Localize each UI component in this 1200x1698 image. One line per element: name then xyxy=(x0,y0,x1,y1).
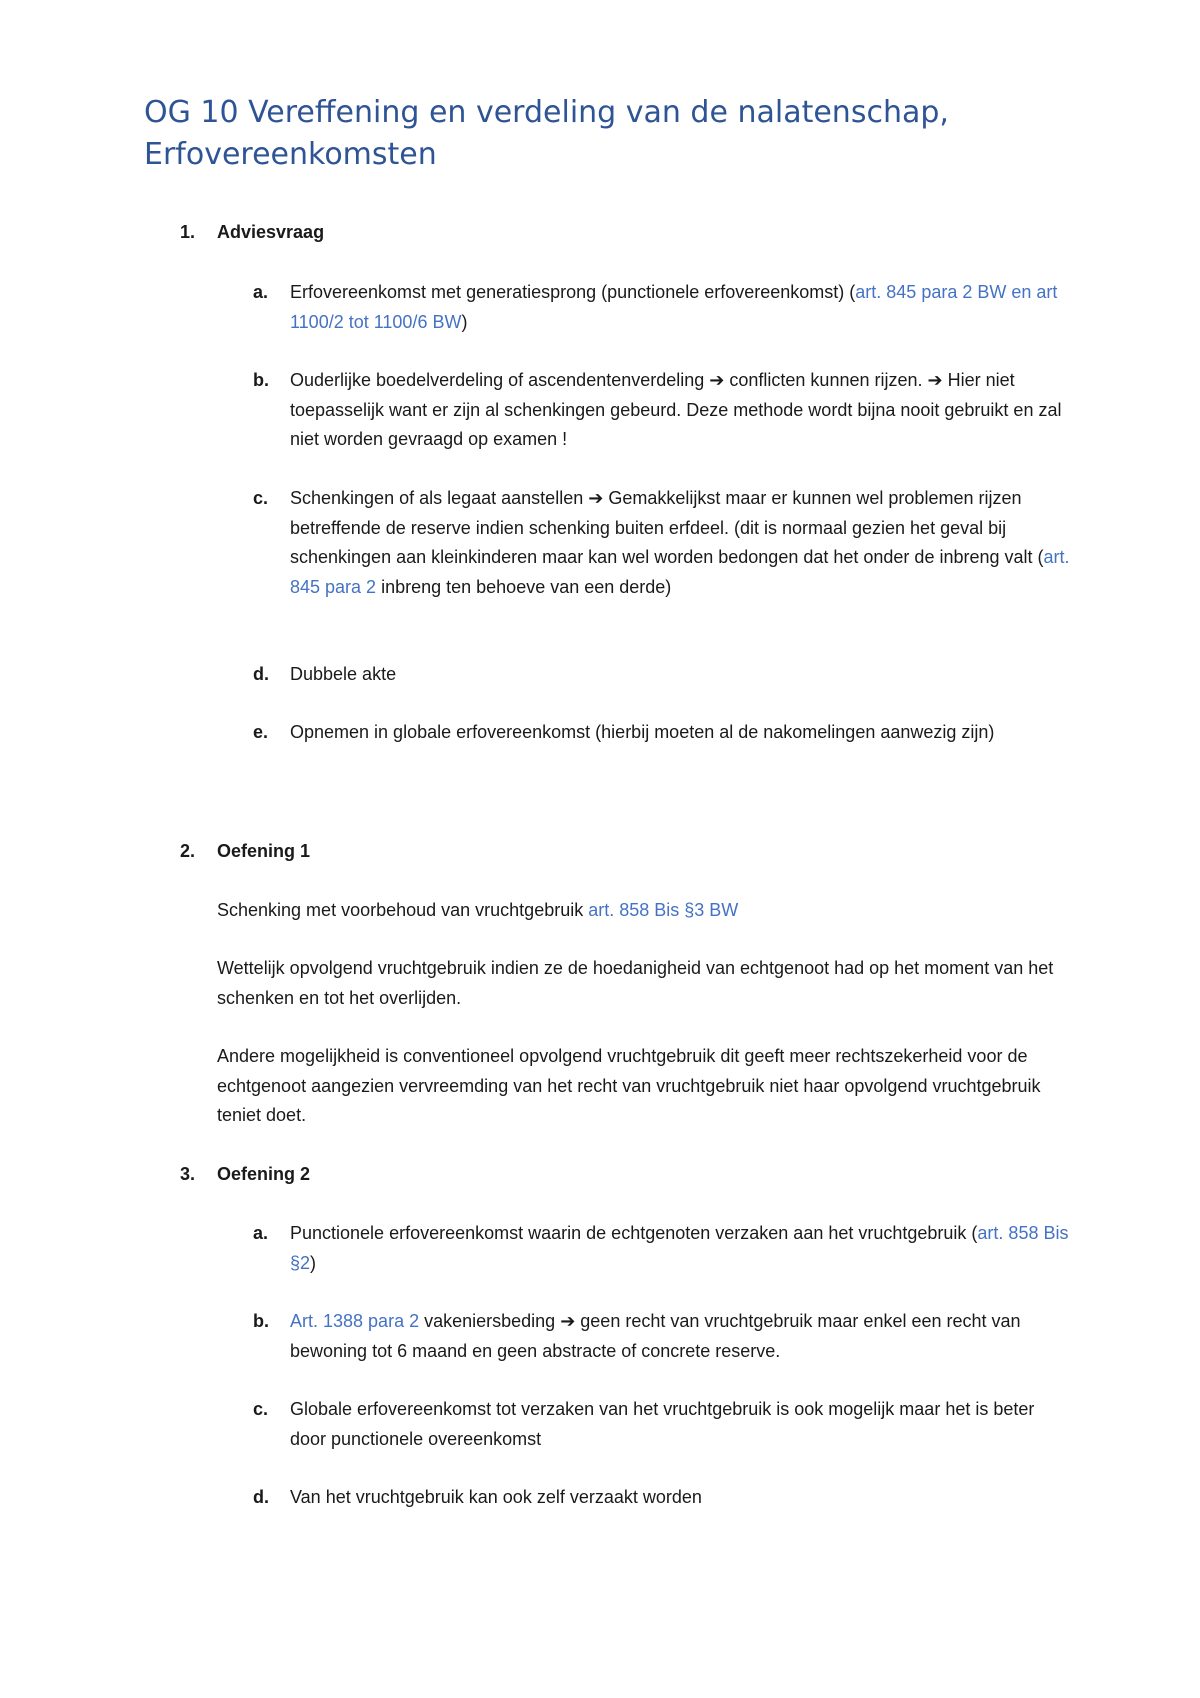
section-heading: Oefening 2 xyxy=(217,1164,311,1184)
item-text: Art. 1388 para 2 vakeniersbeding ➔ geen recht van vruchtgebruik maar enkel een recht van bewoning tot 6 maand en geen abstracte of concrete reserve. xyxy=(290,1311,1021,1361)
article-reference: Art. 1388 para 2 xyxy=(290,1311,420,1331)
item-letter: c. xyxy=(253,488,269,508)
arrow-right-icon: ➔ xyxy=(927,370,943,390)
item-text: Globale erfovereenkomst tot verzaken van het vruchtgebruik is ook mogelijk maar het is beter door punctionele overeenkomst xyxy=(290,1399,1035,1449)
section-number: 2. xyxy=(180,841,196,861)
section-heading: Oefening 1 xyxy=(217,841,311,861)
article-reference: art. 858 Bis §2 xyxy=(290,1223,1069,1273)
item-letter: a. xyxy=(253,282,269,302)
section-heading: Adviesvraag xyxy=(217,222,325,242)
item-text: Ouderlijke boedelverdeling of ascendentenverdeling ➔ conflicten kunnen rijzen. ➔ Hier niet toepasselijk want er zijn al schenkingen gebeurd. Deze methode wordt bijna nooit gebruikt en zal niet worden gevraagd op examen ! xyxy=(290,370,1062,449)
paragraph: Wettelijk opvolgend vruchtgebruik indien ze de hoedanigheid van echtgenoot had op het moment van het schenken en tot het overlijden. xyxy=(217,958,1054,1008)
article-reference: art. 858 Bis §3 BW xyxy=(588,900,739,920)
item-text: Van het vruchtgebruik kan ook zelf verzaakt worden xyxy=(290,1487,702,1507)
item-letter: a. xyxy=(253,1223,269,1243)
item-text: Schenkingen of als legaat aanstellen ➔ Gemakkelijkst maar er kunnen wel problemen rijzen betreffende de reserve indien schenking buiten erfdeel. (dit is normaal gezien het geval bij schenkingen aan kleinkinderen maar kan wel worden bedongen dat het onder de inbreng valt (art. 845 para 2 inbreng ten behoeve van een derde) xyxy=(290,488,1070,597)
item-letter: c. xyxy=(253,1399,269,1419)
item-letter: b. xyxy=(253,370,269,390)
arrow-right-icon: ➔ xyxy=(588,488,604,508)
arrow-right-icon: ➔ xyxy=(560,1311,576,1331)
paragraph: Andere mogelijkheid is conventioneel opvolgend vruchtgebruik dit geeft meer rechtszekerheid voor de echtgenoot aangezien vervreemding van het recht van vruchtgebruik niet haar opvolgend vruchtgebruik teniet doet. xyxy=(217,1046,1041,1125)
arrow-right-icon: ➔ xyxy=(709,370,725,390)
item-text: Opnemen in globale erfovereenkomst (hierbij moeten al de nakomelingen aanwezig zijn) xyxy=(290,722,995,742)
paragraph: Schenking met voorbehoud van vruchtgebruik art. 858 Bis §3 BW xyxy=(217,900,739,920)
item-text: Punctionele erfovereenkomst waarin de echtgenoten verzaken aan het vruchtgebruik (art. 858 Bis §2) xyxy=(290,1223,1069,1273)
article-reference: art. 845 para 2 BW en art 1100/2 tot 1100/6 BW xyxy=(290,282,1058,332)
item-text: Erfovereenkomst met generatiesprong (punctionele erfovereenkomst) (art. 845 para 2 BW en art 1100/2 tot 1100/6 BW) xyxy=(290,282,1058,332)
article-reference: art. 845 para 2 xyxy=(290,547,1070,597)
section-number: 3. xyxy=(180,1164,196,1184)
page-title: OG 10 Vereffening en verdeling van de nalatenschap, Erfovereenkomsten xyxy=(144,95,949,172)
item-text: Dubbele akte xyxy=(290,664,397,684)
item-letter: d. xyxy=(253,664,269,684)
section-number: 1. xyxy=(180,222,196,242)
item-letter: b. xyxy=(253,1311,269,1331)
item-letter: e. xyxy=(253,722,269,742)
item-letter: d. xyxy=(253,1487,269,1507)
